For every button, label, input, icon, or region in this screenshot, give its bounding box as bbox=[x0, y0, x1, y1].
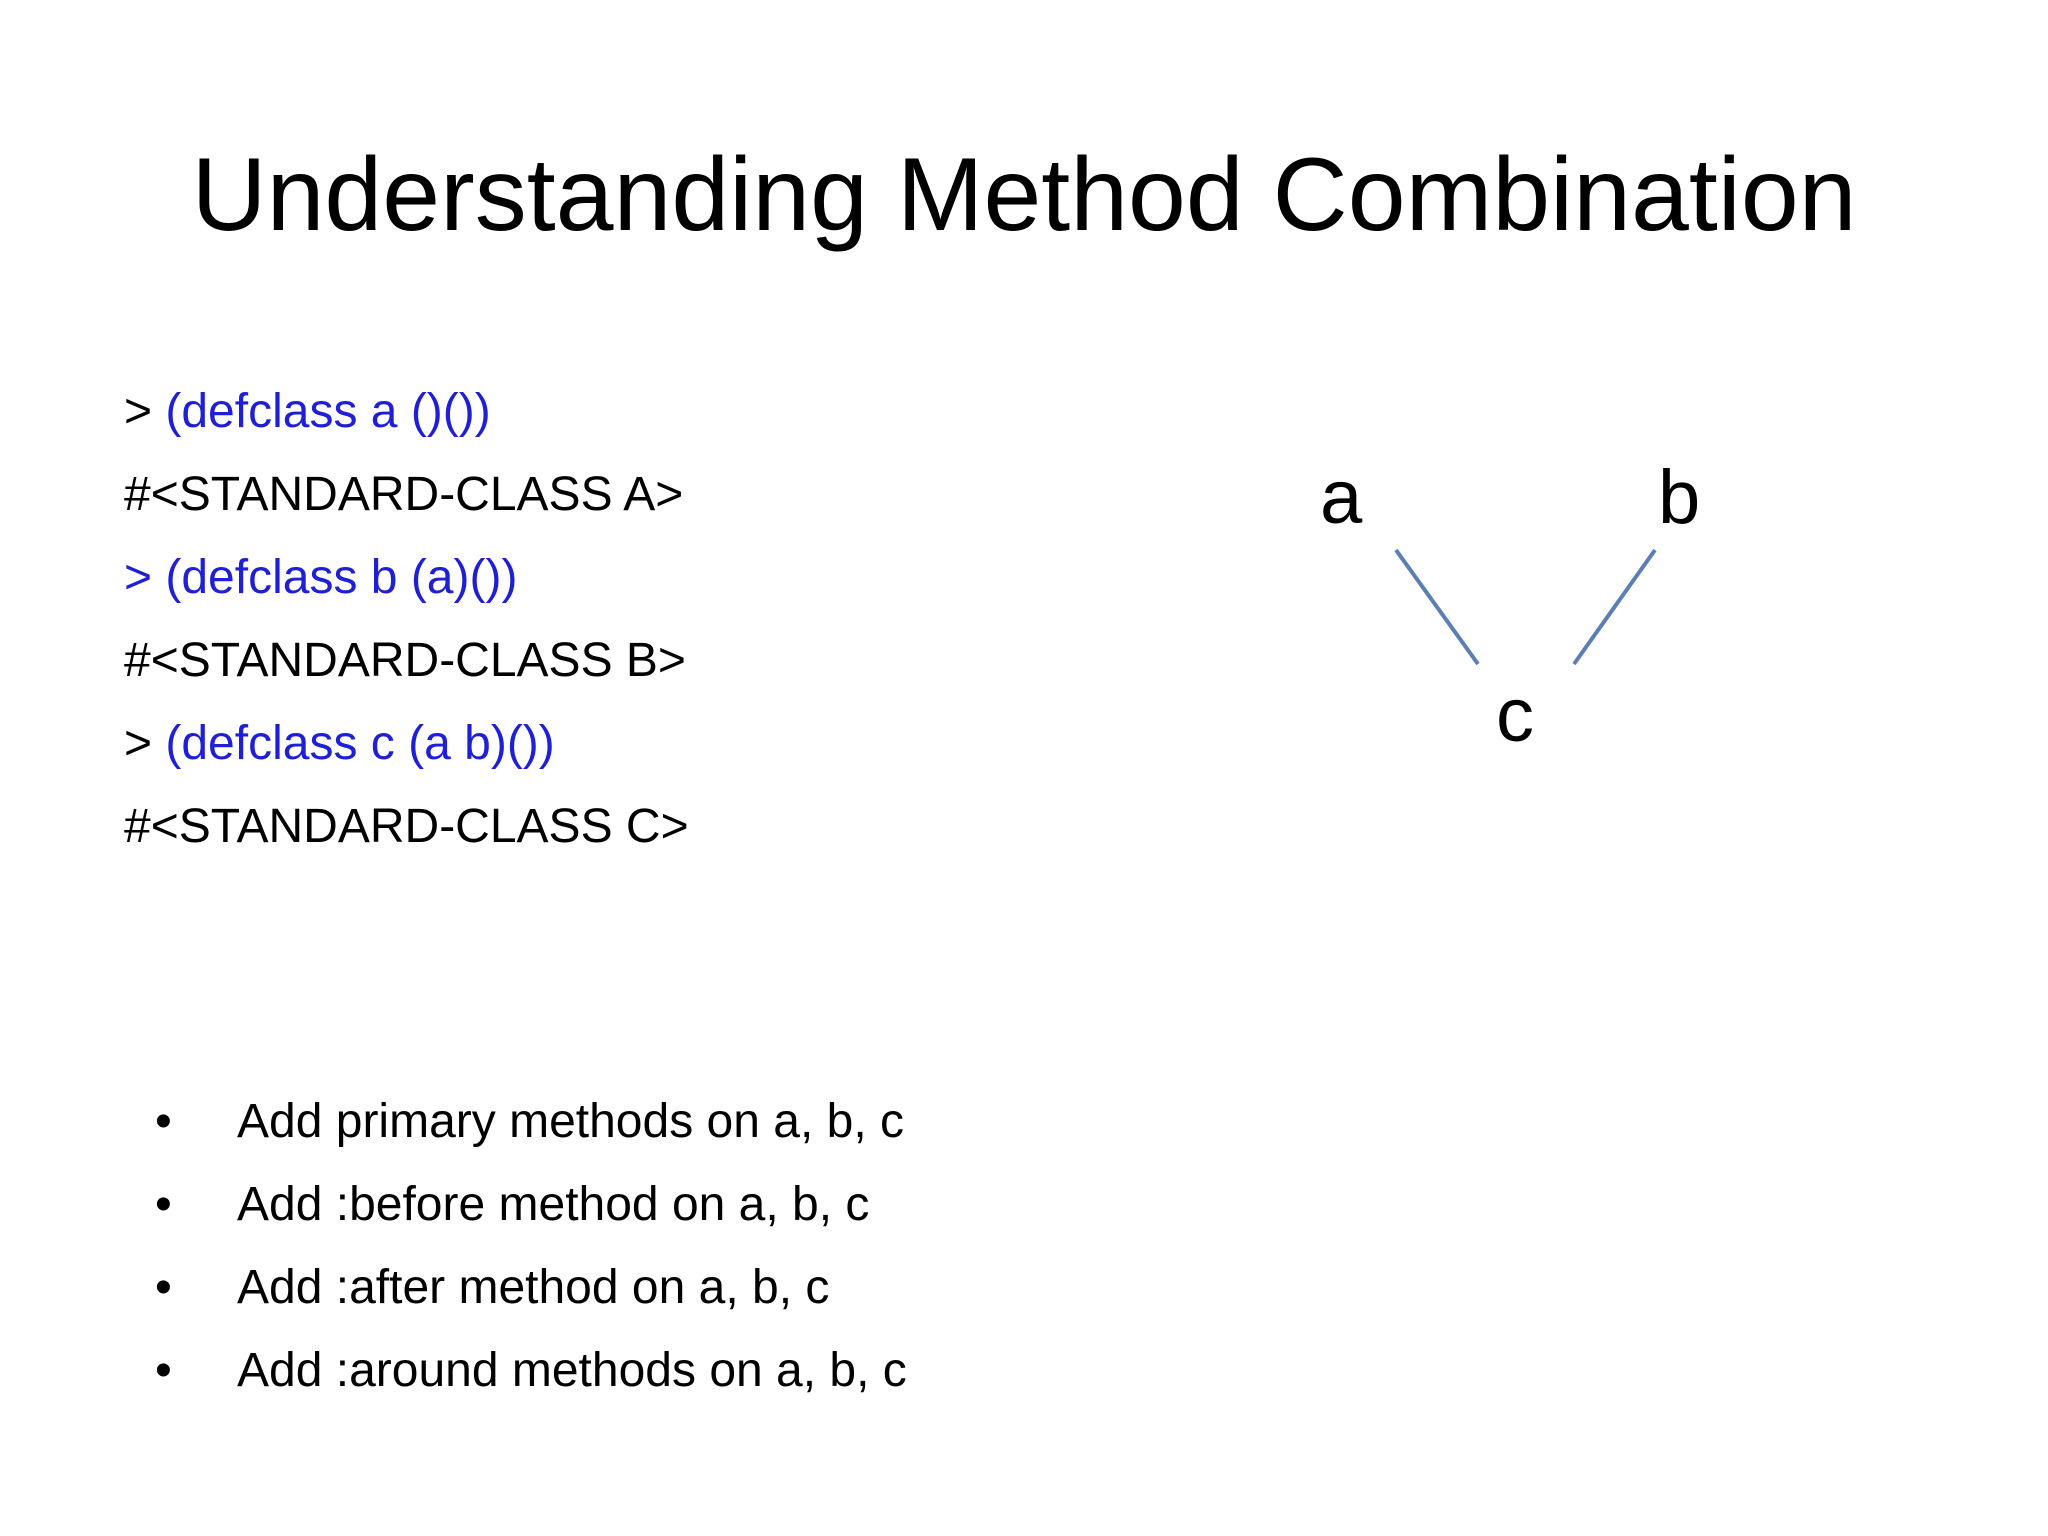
bullet-text: Add :before method on a, b, c bbox=[237, 1178, 870, 1231]
repl-prompt: > bbox=[124, 551, 166, 604]
bullet-item bbox=[155, 1329, 907, 1412]
bullet-text: Add :around methods on a, b, c bbox=[237, 1344, 907, 1397]
repl-input-line bbox=[124, 536, 689, 619]
repl-code: (defclass c (a b)()) bbox=[165, 717, 555, 770]
bullet-symbol: • bbox=[155, 1095, 172, 1148]
bullet-symbol: • bbox=[155, 1261, 172, 1314]
repl-input-line bbox=[124, 702, 689, 785]
repl-output-line: #<STANDARD-CLASS C> bbox=[124, 800, 689, 853]
bullet-item bbox=[155, 1080, 907, 1163]
bullet-text: Add :after method on a, b, c bbox=[237, 1261, 830, 1314]
repl-prompt: > bbox=[124, 717, 166, 770]
repl-prompt: > bbox=[124, 385, 166, 438]
class-node-c: c bbox=[1496, 673, 1534, 758]
repl-output-line: #<STANDARD-CLASS B> bbox=[124, 634, 686, 687]
edge-b-c bbox=[1574, 550, 1655, 664]
repl-output-line: #<STANDARD-CLASS A> bbox=[124, 468, 684, 521]
bullet-list bbox=[155, 1080, 907, 1412]
repl-code: (defclass a ()()) bbox=[165, 385, 491, 438]
class-node-a: a bbox=[1320, 455, 1363, 540]
repl-code: (defclass b (a)()) bbox=[165, 551, 518, 604]
bullet-item bbox=[155, 1163, 907, 1246]
bullet-item bbox=[155, 1246, 907, 1329]
bullet-symbol: • bbox=[155, 1344, 172, 1397]
bullet-symbol: • bbox=[155, 1178, 172, 1231]
edge-a-c bbox=[1396, 550, 1478, 664]
class-hierarchy-diagram bbox=[1290, 440, 1750, 780]
bullet-text: Add primary methods on a, b, c bbox=[237, 1095, 904, 1148]
repl-input-line bbox=[124, 370, 689, 453]
slide-title: Understanding Method Combination bbox=[191, 137, 1857, 253]
repl-transcript bbox=[124, 370, 689, 868]
class-node-b: b bbox=[1658, 455, 1701, 540]
